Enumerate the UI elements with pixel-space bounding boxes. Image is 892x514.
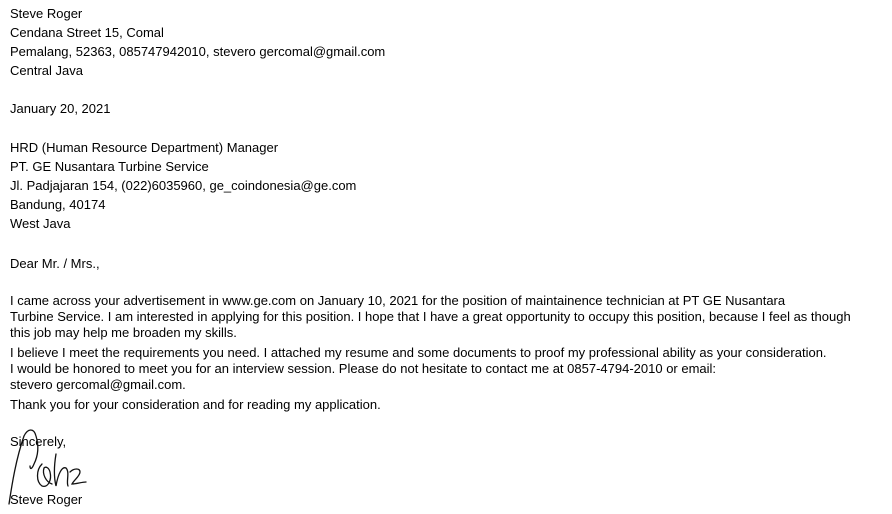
paragraph-3: Thank you for your consideration and for reading my application. — [10, 397, 381, 412]
letter-date: January 20, 2021 — [10, 101, 111, 116]
paragraph-2-line-3: stevero gercomal@gmail.com. — [10, 377, 186, 392]
closing: Sincerely, — [10, 434, 67, 449]
paragraph-1-line-3: this job may help me broaden my skills. — [10, 325, 237, 340]
paragraph-2-line-1: I believe I meet the requirements you need. I attached my resume and some documents to proof my professional ability as your consideration. — [10, 345, 827, 360]
paragraph-2-line-2: I would be honored to meet you for an interview session. Please do not hesitate to contact me at 0857-4794-2010 or email: — [10, 361, 717, 376]
recipient-company: PT. GE Nusantara Turbine Service — [10, 159, 209, 174]
recipient-city: Bandung, 40174 — [10, 197, 106, 212]
sender-name: Steve Roger — [10, 6, 83, 21]
sender-city-line: Pemalang, 52363, 085747942010, stevero gercomal@gmail.com — [10, 44, 386, 59]
signature-name: Steve Roger — [10, 492, 83, 507]
paragraph-1-line-2: Turbine Service. I am interested in applying for this position. I hope that I have a great opportunity to occupy this position, because I feel as though — [10, 309, 851, 324]
sender-province: Central Java — [10, 63, 83, 78]
recipient-title: HRD (Human Resource Department) Manager — [10, 140, 279, 155]
sender-street: Cendana Street 15, Comal — [10, 25, 164, 40]
recipient-province: West Java — [10, 216, 71, 231]
recipient-address: Jl. Padjajaran 154, (022)6035960, ge_coindonesia@ge.com — [10, 178, 357, 193]
salutation: Dear Mr. / Mrs., — [10, 256, 100, 271]
paragraph-1-line-1: I came across your advertisement in www.ge.com on January 10, 2021 for the position of maintainence technician at PT GE Nusantara — [10, 293, 786, 308]
